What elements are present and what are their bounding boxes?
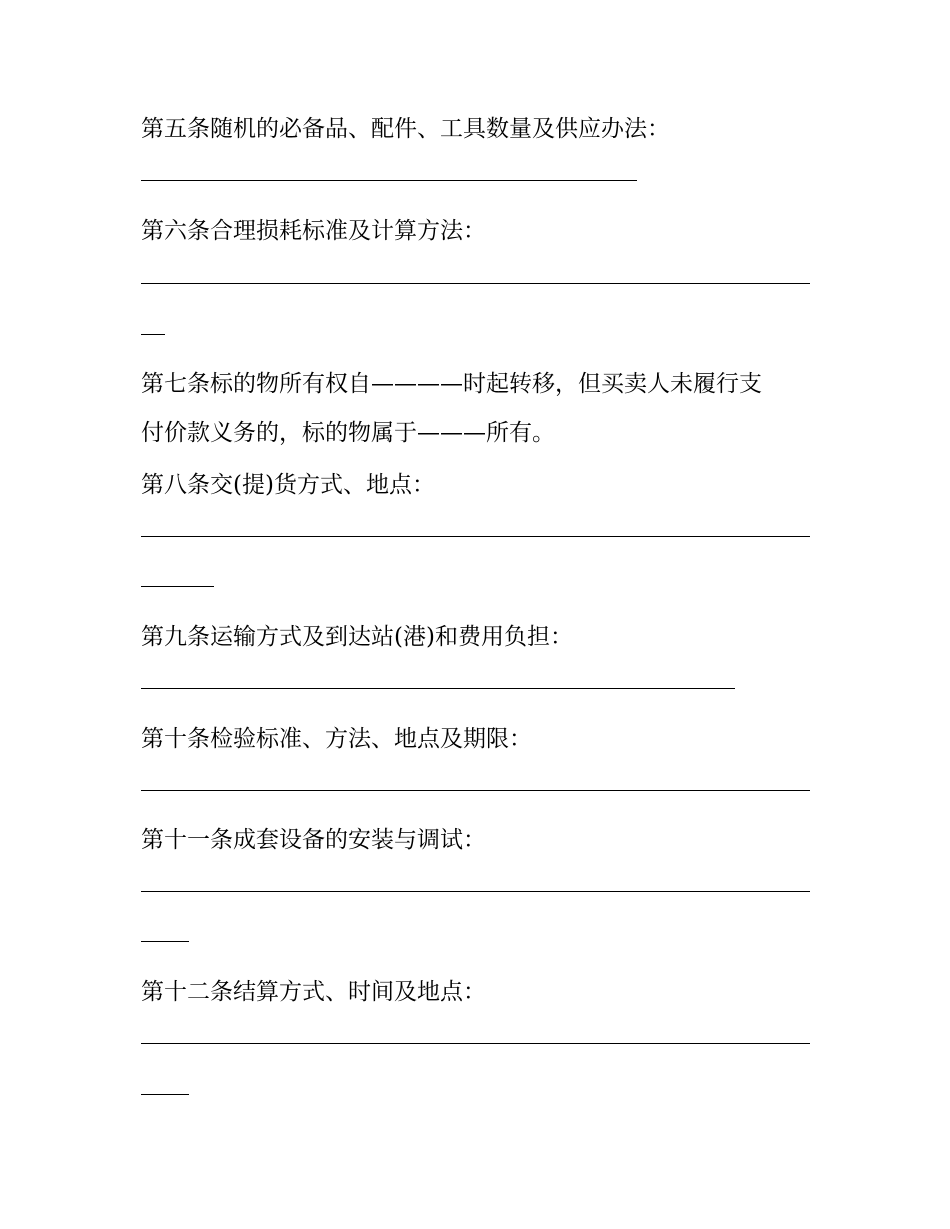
article-8-blank-line-cont (141, 586, 214, 587)
article-9-text: 第九条运输方式及到达站(港)和费用负担： (141, 624, 573, 650)
article-11-blank-line (141, 891, 810, 892)
article-8-blank-line (141, 536, 810, 537)
article-12-blank-line-cont (141, 1094, 189, 1095)
article-6-blank-line-cont (141, 334, 165, 335)
article-5-text: 第五条随机的必备品、配件、工具数量及供应办法： (141, 116, 670, 142)
article-11-blank-line-cont (141, 941, 189, 942)
article-5-blank-line (141, 180, 637, 181)
article-6-text: 第六条合理损耗标准及计算方法： (141, 218, 486, 244)
article-12-text: 第十二条结算方式、时间及地点： (141, 979, 486, 1005)
article-12-blank-line (141, 1043, 810, 1044)
article-7-text-line-2: 付价款义务的，标的物属于———所有。 (141, 420, 555, 446)
article-10-blank-line (141, 790, 810, 791)
article-9-blank-line (141, 688, 735, 689)
article-6-blank-line (141, 283, 810, 284)
article-11-text: 第十一条成套设备的安装与调试： (141, 827, 486, 853)
article-8-text: 第八条交(提)货方式、地点： (141, 472, 435, 498)
article-7-text-line-1: 第七条标的物所有权自————时起转移，但买卖人未履行支 (141, 371, 762, 397)
article-10-text: 第十条检验标准、方法、地点及期限： (141, 726, 532, 752)
